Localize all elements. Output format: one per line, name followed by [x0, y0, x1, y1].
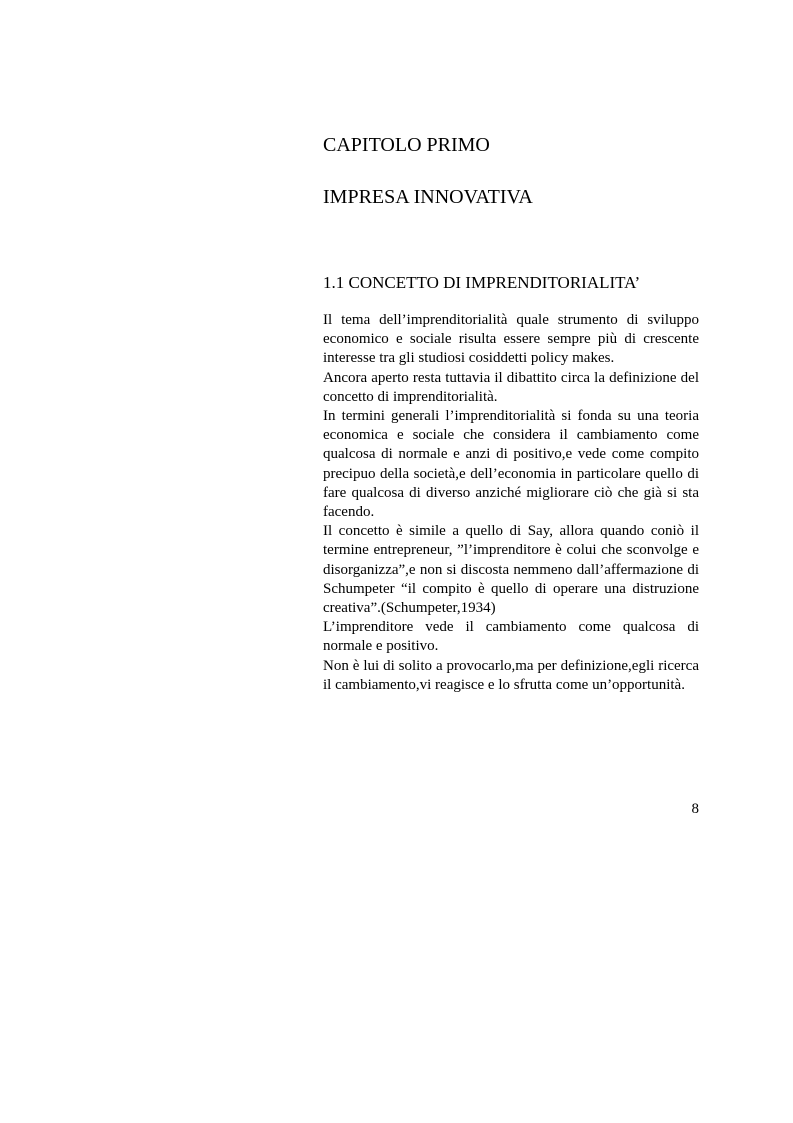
- paragraph-2: Ancora aperto resta tuttavia il dibattito circa la definizione del concetto di imprenditorialità.: [323, 369, 699, 405]
- chapter-title: IMPRESA INNOVATIVA: [323, 186, 533, 208]
- paragraph-4: Il concetto è simile a quello di Say, allora quando coniò il termine entrepreneur, ”l’imprenditore è colui che sconvolge e disorganizza”,e non si discosta nemmeno dall’affermazione di Schumpeter “il compito è quello di operare una distruzione creativa”.(Schumpeter,1934): [323, 523, 699, 617]
- page-number: 8: [691, 801, 699, 817]
- paragraph-6: Non è lui di solito a provocarlo,ma per definizione,egli ricerca il cambiamento,vi reagisce e lo sfrutta come un’opportunità.: [323, 657, 699, 693]
- paragraph-1: Il tema dell’imprenditorialità quale strumento di sviluppo economico e sociale risulta essere sempre più di crescente interesse tra gli studiosi cosiddetti policy makes.: [323, 312, 699, 367]
- body-text: [323, 311, 699, 695]
- paragraph-5: L’imprenditore vede il cambiamento come qualcosa di normale e positivo.: [323, 619, 699, 655]
- chapter-label: CAPITOLO PRIMO: [323, 134, 490, 156]
- paragraph-3: In termini generali l’imprenditorialità si fonda su una teoria economica e sociale che considera il cambiamento come qualcosa di normale e anzi di positivo,e vede come compito precipuo della società,e dell’economia in particolare quello di fare qualcosa di diverso anziché migliorare ciò che già si sta facendo.: [323, 408, 699, 521]
- section-heading: 1.1 CONCETTO DI IMPRENDITORIALITA’: [323, 273, 641, 292]
